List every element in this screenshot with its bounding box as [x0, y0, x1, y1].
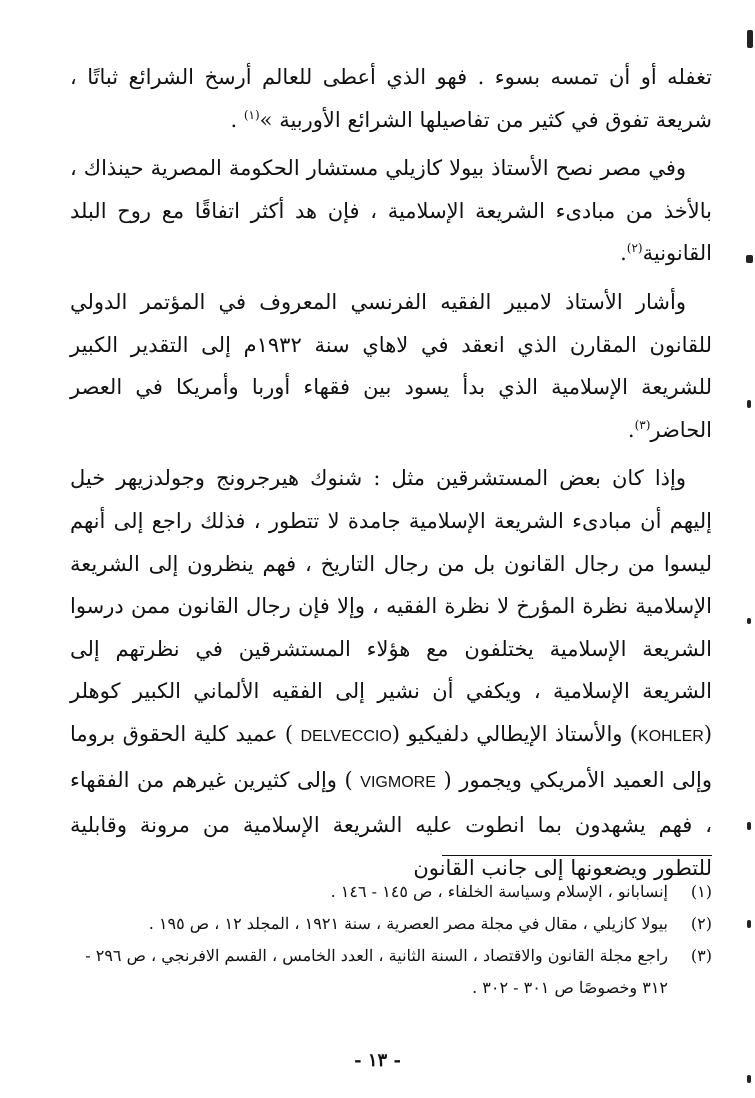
footnote-text: إنسابانو ، الإسلام وسياسة الخلفاء ، ص ١٤٥ - ١٤٦ .: [330, 882, 668, 901]
text-run: وإذا كان بعض المستشرقين مثل : شنوك هيرجرونج وجولدزيهر خيل إليهم أن مبادىء الشريعة الإسلامية جامدة لا تتطور ، فذلك راجع إلى أنهم ليسوا من رجال القانون بل من رجال التاريخ ، فهم ينظرون إلى الشريعة الإسلامية نظرة المؤرخ لا نظرة الفقيه ، وإلا فإن رجال القانون ممن درسوا الشريعة الإسلامية يختلفون مع هؤلاء المستشرقين في نظرتهم إلى الشريعة الإسلامية ، ويكفي أن نشير إلى الفقيه الألماني الكبير كوهلر (: [70, 466, 713, 746]
footnote-number: (٢): [690, 914, 712, 933]
scan-edge-mark: [747, 400, 751, 408]
footnote-item: [70, 940, 712, 1004]
scan-edge-mark: [747, 618, 751, 624]
footnote-ref: (١): [243, 107, 260, 122]
paragraph: [70, 457, 712, 889]
scan-edge-mark: [747, 920, 751, 928]
text-run: ) والأستاذ الإيطالي دلفيكيو (: [391, 721, 639, 746]
footnote-text: راجع مجلة القانون والاقتصاد ، السنة الثانية ، العدد الخامس ، القسم الافرنجي ، ص ٢٩٦ - ٣١٢ وخصوصًا ص ٣٠١ - ٣٠٢ .: [85, 946, 668, 997]
text-run: تغفله أو أن تمسه بسوء . فهو الذي أعطى للعالم أرسخ الشرائع ثباتًا ، شريعة تفوق في كثير من تفاصيلها الشرائع الأوربية »: [70, 65, 712, 132]
footnote-ref: (٢): [626, 241, 643, 256]
footnote-number: (١): [690, 882, 712, 901]
footnote-ref: (٣): [634, 417, 651, 432]
text-run: ) وإلى كثيرين غيرهم من الفقهاء ، فهم يشهدون بما انطوت عليه الشريعة الإسلامية من مرونة وقابلية للتطور ويضعونها إلى جانب القانون: [70, 767, 712, 880]
text-run: ) عميد كلية الحقوق بروما وإلى العميد الأمريكي ويجمور (: [70, 721, 712, 792]
footnote-separator: [442, 855, 712, 856]
page-number: - ١٣ -: [354, 1050, 401, 1071]
latin-name: DELVECCIO: [300, 727, 392, 745]
scan-edge-mark: [747, 1075, 751, 1083]
footnote-item: [70, 908, 712, 940]
footnote-number: (٣): [690, 946, 712, 965]
scan-edge-mark: [747, 30, 753, 48]
text-run: وفي مصر نصح الأستاذ بيولا كازيلي مستشار الحكومة المصرية حينذاك ، بالأخذ من مبادىء الشريعة الإسلامية ، فإن هد أكثر اتفاقًا مع روح البلد القانونية: [70, 156, 712, 266]
latin-name: VIGMORE: [360, 773, 436, 791]
footnotes: [70, 876, 712, 1004]
main-text: [70, 56, 712, 889]
scan-edge-mark: [747, 822, 751, 830]
scan-edge-mark: [746, 255, 753, 263]
paragraph: [70, 281, 712, 451]
paragraph: [70, 147, 712, 275]
latin-name: KOHLER: [638, 727, 704, 745]
footnote-text: بيولا كازيلي ، مقال في مجلة مصر العصرية ، سنة ١٩٢١ ، المجلد ١٢ ، ص ١٩٥ .: [148, 914, 668, 933]
paragraph: [70, 56, 712, 141]
footnote-item: [70, 876, 712, 908]
text-run: .: [230, 107, 244, 132]
page-body: [70, 56, 712, 889]
text-run: وأشار الأستاذ لامبير الفقيه الفرنسي المعروف في المؤتمر الدولي للقانون المقارن الذي انعقد في لاهاي سنة ١٩٣٢م إلى التقدير الكبير للشريعة الإسلامية الذي بدأ يسود بين فقهاء أوربا وأمريكا في العصر الحاضر: [70, 289, 712, 442]
text-run: .: [627, 417, 635, 442]
text-run: .: [620, 241, 627, 266]
